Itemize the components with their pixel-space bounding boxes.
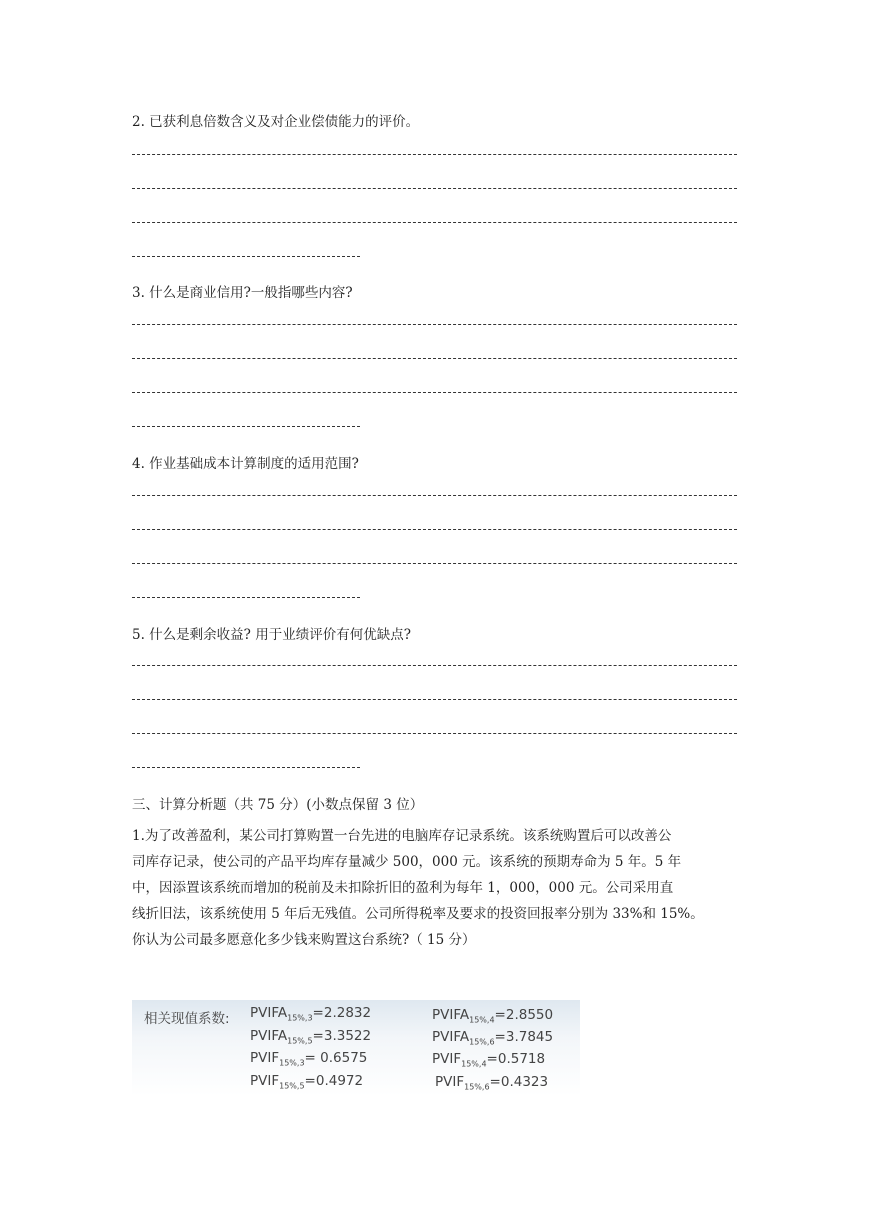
answer-line[interactable] (132, 392, 737, 395)
problem-1-line: 司库存记录，使公司的产品平均库存量减少 500，000 元。该系统的预期寿命为 5 年。5 年 (132, 854, 682, 870)
section-title: 三、计算分析题（共 75 分）(小数点保留 3 位） (132, 797, 424, 813)
problem-1-line: 线折旧法，该系统使用 5 年后无残值。公司所得税率及要求的投资回报率分别为 33%和 15%。 (132, 906, 704, 922)
problem-1-text (132, 823, 737, 953)
factor-entry: $PVIF_{15\%,3}= 0.6575$ (250, 1050, 368, 1068)
answer-line[interactable] (132, 733, 737, 736)
answer-line[interactable] (132, 767, 360, 770)
problem-1-line: 1.为了改善盈利，某公司打算购置一台先进的电脑库存记录系统。该系统购置后可以改善公 (132, 828, 672, 844)
problem-1-line: 中，因添置该系统而增加的税前及未扣除折旧的盈利为每年 1，000，000 元。公司采用直 (132, 880, 674, 896)
answer-line[interactable] (132, 154, 737, 157)
factor-entry: $PVIF_{15\%,5}=0.4972$ (250, 1073, 364, 1091)
factor-entry: $PVIFA_{15\%,6}=3.7845$ (432, 1029, 554, 1047)
factor-entry: $PVIFA_{15\%,4}=2.8550$ (432, 1007, 554, 1025)
factor-table-label: 相关现值系数: (144, 1011, 230, 1027)
answer-line[interactable] (132, 426, 360, 429)
factor-entry: $PVIFA_{15\%,3}=2.2832$ (250, 1005, 372, 1023)
question-4-label: 4. 作业基础成本计算制度的适用范围? (132, 456, 359, 472)
problem-1-line: 你认为公司最多愿意化多少钱来购置这台系统?（ 15 分） (132, 932, 476, 948)
answer-line[interactable] (132, 256, 360, 259)
answer-line[interactable] (132, 358, 737, 361)
factor-entry: $PVIFA_{15\%,5}=3.3522$ (250, 1028, 372, 1046)
answer-line[interactable] (132, 222, 737, 225)
answer-line[interactable] (132, 495, 737, 498)
answer-line[interactable] (132, 324, 737, 327)
answer-line[interactable] (132, 188, 737, 191)
answer-line[interactable] (132, 665, 737, 668)
question-2-label: 2. 已获利息倍数含义及对企业偿债能力的评价。 (132, 114, 420, 130)
answer-line[interactable] (132, 597, 360, 600)
answer-line[interactable] (132, 529, 737, 532)
present-value-factor-table (132, 1000, 580, 1096)
answer-line[interactable] (132, 699, 737, 702)
question-3-label: 3. 什么是商业信用?一般指哪些内容? (132, 285, 353, 301)
factor-entry: $PVIF_{15\%,4}=0.5718$ (432, 1051, 546, 1069)
factor-entry: $PVIF_{15\%,6}=0.4323$ (435, 1074, 549, 1092)
question-5-label: 5. 什么是剩余收益? 用于业绩评价有何优缺点? (132, 627, 411, 643)
answer-line[interactable] (132, 563, 737, 566)
